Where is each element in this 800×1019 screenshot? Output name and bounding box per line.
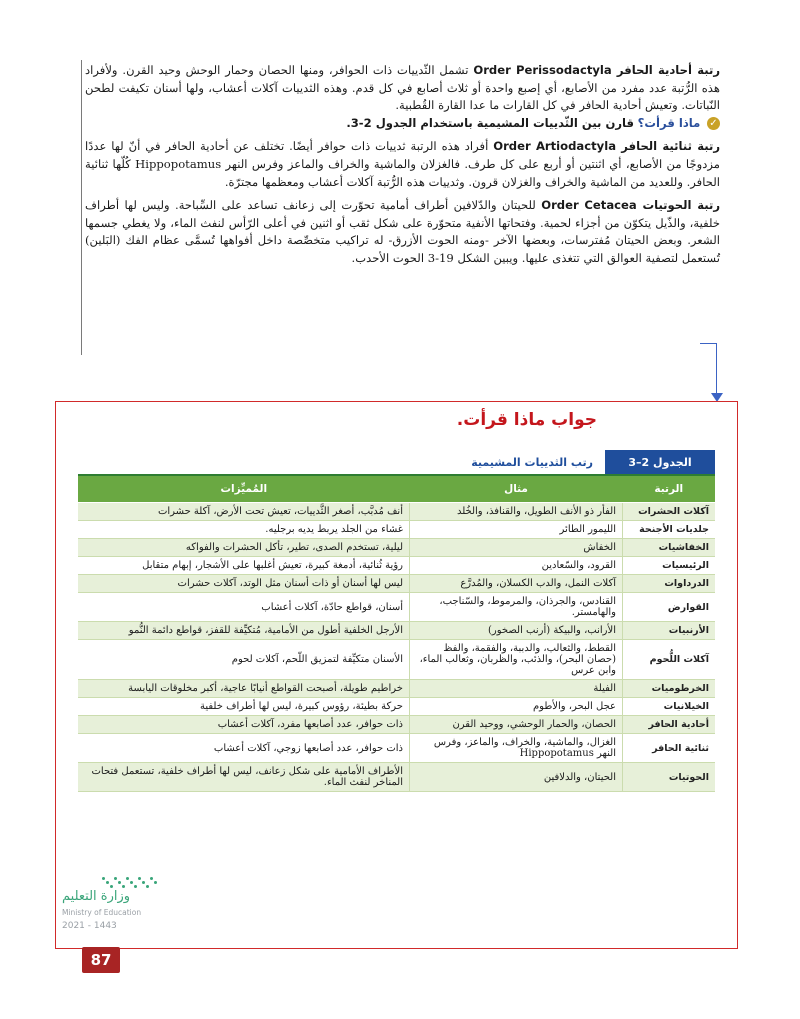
- cell-features: الأرجل الخلفية أطول من الأمامية، مُتكيِّفة للقفز، قواطع دائمة النُّمو: [78, 622, 410, 640]
- arrow-connector: [700, 343, 717, 344]
- cell-example: الغزال، والماشية، والخراف، والماعز، وفرس النهر Hippopotamus: [410, 734, 623, 763]
- cell-order: أحادية الحافر: [623, 716, 716, 734]
- paragraph-cetacea: [85, 197, 720, 267]
- cell-order: الخفاشيات: [623, 539, 716, 557]
- paragraph-perissodactyla: [85, 62, 720, 132]
- table-row: [78, 539, 715, 557]
- cell-order: الأرنبيات: [623, 622, 716, 640]
- mammal-orders-table-wrap: [78, 450, 715, 792]
- heading-cetacea: رتبة الحوتيات Order Cetacea: [541, 198, 721, 213]
- cell-example: الفيلة: [410, 680, 623, 698]
- text-perissodactyla: تشمل الثّدييات ذات الحوافر، ومنها الحصان وحمار الوحش وحيد القرن. ولأفراد هذه الرُّتبة عدد مفرد من الأصابع، أي إصبع واحدة أو ثلاث أصابع في كل قدم. وهذه الثدييات آكلات أعشاب، ولها أسنان تكيفت لطحن النّباتات. وتعيش أحادية الحافر في كل القارات ما عدا القارة القُطبية.: [85, 63, 720, 113]
- cell-order: ثنائية الحافر: [623, 734, 716, 763]
- table-caption-row: [78, 450, 715, 475]
- cell-order: الرئيسيات: [623, 557, 716, 575]
- cell-features: ليلية، تستخدم الصدى، تطير، تأكل الحشرات والفواكه: [78, 539, 410, 557]
- cell-features: ليس لها أسنان أو ذات أسنان مثل الوتد، آكلات حشرات: [78, 575, 410, 593]
- text-artiodactyla: أفراد هذه الرتبة ثدييات ذات حوافر أيضًا. تختلف عن أحادية الحافر في أنّ لها عددًا مزدوجًا من الأصابع، أي اثنتين أو أربع على كل طرف. فالغزلان والماشية والخراف والماعز وفرس النهر Hippopotamus كُلّها ثنائية الحافر. وللعديد من الماشية والخراف والغزلان قرون. وثدييات هذه الرُّتبة آكلات أعشاب ومعظمها مجترّة.: [85, 139, 720, 189]
- cell-features: رؤية ثُنائية، أدمغة كبيرة، تعيش أغلبها على الأشجار، إبهام متقابل: [78, 557, 410, 575]
- table-row: [78, 734, 715, 763]
- cell-features: ذات حوافر، عدد أصابعها مفرد، آكلات أعشاب: [78, 716, 410, 734]
- cell-example: عجل البحر، والأطوم: [410, 698, 623, 716]
- arrow-connector-line: [716, 343, 717, 399]
- body-text: [85, 62, 720, 274]
- table-number: الجدول 2–3: [605, 450, 715, 474]
- header-order: الرتبة: [623, 475, 716, 503]
- table-row: [78, 640, 715, 680]
- answer-title: جواب ماذا قرأت.: [456, 410, 597, 430]
- cell-example: القرود، والسّعادين: [410, 557, 623, 575]
- cell-order: الدرداوات: [623, 575, 716, 593]
- cell-order: جلديات الأجنحة: [623, 521, 716, 539]
- table-row: [78, 575, 715, 593]
- table-body: [78, 503, 715, 792]
- logo-english: Ministry of Education: [62, 908, 142, 917]
- mammal-orders-table: [78, 450, 715, 792]
- table-row: [78, 622, 715, 640]
- cell-features: الأسنان متكيِّفة لتمزيق اللّحم، آكلات لحوم: [78, 640, 410, 680]
- cell-order: آكلات الحشرات: [623, 503, 716, 521]
- table-row: [78, 593, 715, 622]
- cell-order: الحوتيات: [623, 763, 716, 792]
- text-cetacea: للحيتان والدّلافين أطراف أمامية تحوّرت إلى زعانف تساعد على السِّباحة. وليس لها أطراف خلفية، والذّيل يتكوّن من أجزاء لحمية. وفتحاتها الأنفية متحوّرة على شكل ثقب أو اثنين في أعلى الرّأس لنفث الماء، ولا يغطي جسمها الشعر. وبعض الحيتان مُفترسات، وبعضها الآخر -ومنه الحوت الأزرق- له تراكيب متخصِّصة داخل أفواهها تُسمَّى عظام الفك (البَلين) تُستعمل لتصفية العوالق التي تتغذى عليها. ويبين الشكل 19-3 الحوت الأحدب.: [85, 198, 720, 265]
- question-text: قارن بين الثّدييات المشيمية باستخدام الجدول 2-3.: [346, 115, 634, 130]
- margin-rule: [81, 60, 82, 355]
- ministry-logo: [62, 875, 162, 935]
- header-example: مثال: [410, 475, 623, 503]
- table-row: [78, 763, 715, 792]
- cell-example: الليمور الطائر: [410, 521, 623, 539]
- question-label: ماذا قرأت؟: [637, 115, 701, 130]
- table-row: [78, 680, 715, 698]
- cell-example: الحيتان، والدلافين: [410, 763, 623, 792]
- cell-features: غشاء من الجلد يربط يديه برجليه.: [78, 521, 410, 539]
- cell-features: أنف مُدبَّب، أصغر الثَّدييات، تعيش تحت الأرض، آكلة حشرات: [78, 503, 410, 521]
- cell-features: ذات حوافر، عدد أصابعها زوجي، آكلات أعشاب: [78, 734, 410, 763]
- cell-features: حركة بطيئة، رؤوس كبيرة، ليس لها أطراف خلفية: [78, 698, 410, 716]
- answer-box: [55, 401, 738, 949]
- paragraph-artiodactyla: [85, 138, 720, 191]
- table-header-row: [78, 475, 715, 503]
- cell-example: الفأر ذو الأنف الطويل، والقنافذ، والخُلد: [410, 503, 623, 521]
- table-row: [78, 503, 715, 521]
- cell-order: آكلات اللُّحوم: [623, 640, 716, 680]
- table-row: [78, 521, 715, 539]
- cell-example: الأرانب، والبيكة (أرنب الصخور): [410, 622, 623, 640]
- cell-example: الحصان، والحمار الوحشي، ووحيد القرن: [410, 716, 623, 734]
- cell-order: الخيلانيات: [623, 698, 716, 716]
- cell-example: القنادس، والجرذان، والمرموط، والسّناجب، والهامستر.: [410, 593, 623, 622]
- cell-order: القوارض: [623, 593, 716, 622]
- heading-artiodactyla: رتبة ثنائية الحافر Order Artiodactyla: [493, 139, 721, 154]
- table-row: [78, 698, 715, 716]
- cell-example: آكلات النمل، والدب الكسلان، والمُدرَّع: [410, 575, 623, 593]
- cell-example: الخفاش: [410, 539, 623, 557]
- cell-order: الخرطوميات: [623, 680, 716, 698]
- logo-year: 2021 - 1443: [62, 921, 117, 931]
- header-features: المُميِّزات: [78, 475, 410, 503]
- cell-example: القطط، والثعالب، والدببة، والفقمة، والفظ (حصان البحر)، والذئب، والظربان، وثعالب الماء، وابن عرس: [410, 640, 623, 680]
- heading-perissodactyla: رتبة أحادية الحافر Order Perissodactyla: [473, 63, 720, 77]
- cell-features: الأطراف الأمامية على شكل زعانف، ليس لها أطراف خلفية، تستعمل فتحات المناخر لنفث الماء.: [78, 763, 410, 792]
- page-number: 87: [82, 947, 120, 973]
- logo-arabic: وزارة التعليم: [62, 889, 131, 904]
- table-row: [78, 557, 715, 575]
- table-title: رتب الثدييات المشيمية: [471, 455, 593, 469]
- checkmark-icon: ✓: [707, 117, 720, 130]
- cell-features: أسنان، قواطع حادّة، آكلات أعشاب: [78, 593, 410, 622]
- cell-features: خراطيم طويلة، أصبحت القواطع أنيابًا عاجية، أكبر مخلوقات اليابسة: [78, 680, 410, 698]
- table-row: [78, 716, 715, 734]
